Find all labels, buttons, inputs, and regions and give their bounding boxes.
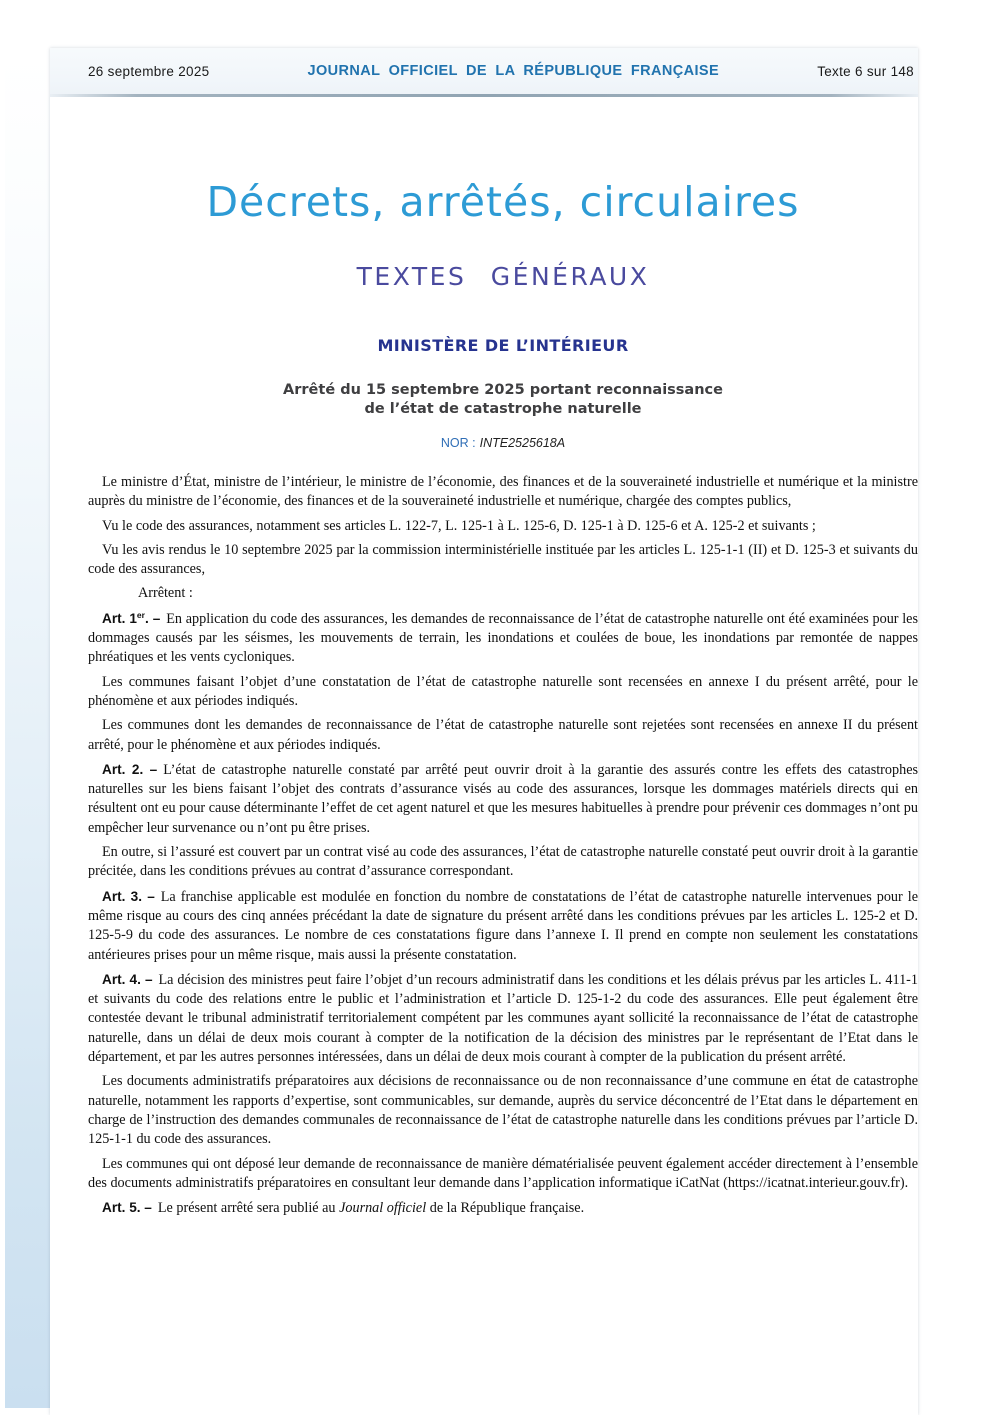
preamble-ministers: Le ministre d’État, ministre de l’intérieur, le ministre de l’économie, des finances et de la souveraineté industrielle et numérique et la ministre auprès du ministre de l’économie, des finances et de la souveraineté industrielle et numérique, chargée des comptes publics, <box>88 474 918 510</box>
document-body <box>88 473 918 1218</box>
article-2-number: Art. 2. – <box>102 761 158 777</box>
article-5-text-pre: Le présent arrêté sera publié au <box>157 1200 340 1217</box>
article-1-para-2: Les communes faisant l’objet d’une constatation de l’état de catastrophe naturelle sont recensées en annexe I du présent arrêté, pour le phénomène et aux périodes indiqués. <box>88 673 918 709</box>
decree-title-line1: Arrêté du 15 septembre 2025 portant reconnaissance <box>283 382 723 398</box>
article-4-text: La décision des ministres peut faire l’objet d’un recours administratif dans les conditions et les délais prévus par les articles L. 411-1 et suivants du code des relations entre le public et l’administration et l’article D. 125-1-2 du code des assurances. Elle peut également être contestée devant le tribunal administratif territorialement compétent par les communes ayant sollicité la reconnaissance de l’état de catastrophe naturelle, dans un délai de deux mois courant à compter de la notification de la décision des ministres par le représentant de l’Etat dans le département, et par les autres personnes intéressées, dans un délai de deux mois courant à compter de la publication du présent arrêté. <box>88 971 918 1066</box>
decree-title-line2: de l’état de catastrophe naturelle <box>364 401 642 417</box>
nor-line <box>88 436 918 451</box>
ministry-title: MINISTÈRE DE L’INTÉRIEUR <box>377 336 629 355</box>
article-5-number: Art. 5. – <box>102 1200 152 1216</box>
enactment-clause: Arrêtent : <box>138 585 193 602</box>
article-3 <box>88 887 918 965</box>
page-header <box>50 48 918 94</box>
article-2-text: L’état de catastrophe naturelle constaté par arrêté peut ouvrir droit à la garantie des assurés contre les effets des catastrophes naturelles sur les biens faisant l’objet des contrats d’assurance visés au code des assurances, lorsque les dommages matériels directs qui en résultent ont eu pour cause déterminante l’effet de cet agent naturel et que les mesures habituelles à prendre pour prévenir ces dommages n’ont pu empêcher leur survenance ou n’ont pu être prises. <box>88 761 919 836</box>
article-1-sup: er <box>136 609 145 620</box>
article-1-text: En application du code des assurances, les demandes de reconnaissance de l’état de catastrophe naturelle ont été examinées pour les dommages causés par les séismes, les mouvements de terrain, les inondations et coulées de boue, les inondations par remontée de nappes phréatiques et les vents cycloniques. <box>88 610 918 666</box>
article-4 <box>88 970 918 1067</box>
journal-title: JOURNAL OFFICIEL DE LA RÉPUBLIQUE FRANÇAISE <box>307 63 720 79</box>
article-4-number: Art. 4. – <box>102 971 153 987</box>
main-title: Décrets, arrêtés, circulaires <box>206 178 800 226</box>
article-1-number: Art. 1er. – <box>102 609 161 626</box>
article-1-para-3: Les communes dont les demandes de reconnaissance de l’état de catastrophe naturelle sont rejetées sont recensées en annexe II du présent arrêté, pour le phénomène et aux périodes indiqués. <box>88 717 918 753</box>
preamble-vu-code: Vu le code des assurances, notamment ses articles L. 122-7, L. 125-1 à L. 125-6, D. 125-1 à D. 125-6 et A. 125-2 et suivants ; <box>102 517 816 534</box>
article-3-text: La franchise applicable est modulée en fonction du nombre de constatations de l’état de catastrophe naturelle intervenues pour le même risque au cours des cinq années précédant la date de signature du présent arrêté dans les conditions prévues par les articles L. 125-2 et D. 125-5-9 du code des assurances. Le nombre de ces constatations figure dans l’annexe I. Il prend en compte non seulement les constatations antérieures prises pour un même risque, mais aussi la présente constatation. <box>88 888 918 963</box>
document-page <box>50 48 918 1415</box>
article-3-number: Art. 3. – <box>102 888 155 904</box>
article-5-journal-officiel: Journal officiel <box>339 1200 427 1217</box>
document-content <box>88 178 919 1218</box>
header-date: 26 septembre 2025 <box>88 63 210 79</box>
article-4-para-2: Les documents administratifs préparatoires aux décisions de reconnaissance ou de non reconnaissance d’une commune en état de catastrophe naturelle, notamment les rapports d’expertise, sont communicables, sur demande, auprès du service déconcentré de l’Etat dans le département en charge de l’instruction des demandes communales de reconnaissance de l’état de catastrophe naturelle dans les conditions prévues par l’article D. 125-1-1 du code des assurances. <box>88 1073 918 1148</box>
header-rule <box>50 94 918 97</box>
article-5-text-post: de la République française. <box>426 1200 585 1217</box>
article-4-para-3: Les communes qui ont déposé leur demande de reconnaissance de manière dématérialisée peuvent également accéder directement à l’ensemble des documents administratifs préparatoires en consultant leur demande dans l’application informatique iCatNat (https://icatnat.interieur.gouv.fr). <box>88 1155 918 1191</box>
article-2-para-2: En outre, si l’assuré est couvert par un contrat visé au code des assurances, l’état de catastrophe naturelle constaté peut ouvrir droit à la garantie précitée, dans les conditions prévues au contrat d’assurance correspondant. <box>88 844 918 880</box>
left-gradient-band <box>5 55 50 1408</box>
preamble-vu-avis: Vu les avis rendus le 10 septembre 2025 par la commission interministérielle instituée par les articles L. 125-1-1 (II) et D. 125-3 et suivants du code des assurances, <box>88 541 918 578</box>
article-5 <box>88 1198 918 1218</box>
decree-title <box>88 381 918 419</box>
nor-label: NOR : <box>440 436 476 450</box>
section-title: TEXTES GÉNÉRAUX <box>356 262 650 291</box>
nor-value: INTE2525618A <box>479 436 566 450</box>
article-2 <box>88 760 918 838</box>
header-page-ref: Texte 6 sur 148 <box>817 63 914 79</box>
article-1 <box>88 609 918 668</box>
